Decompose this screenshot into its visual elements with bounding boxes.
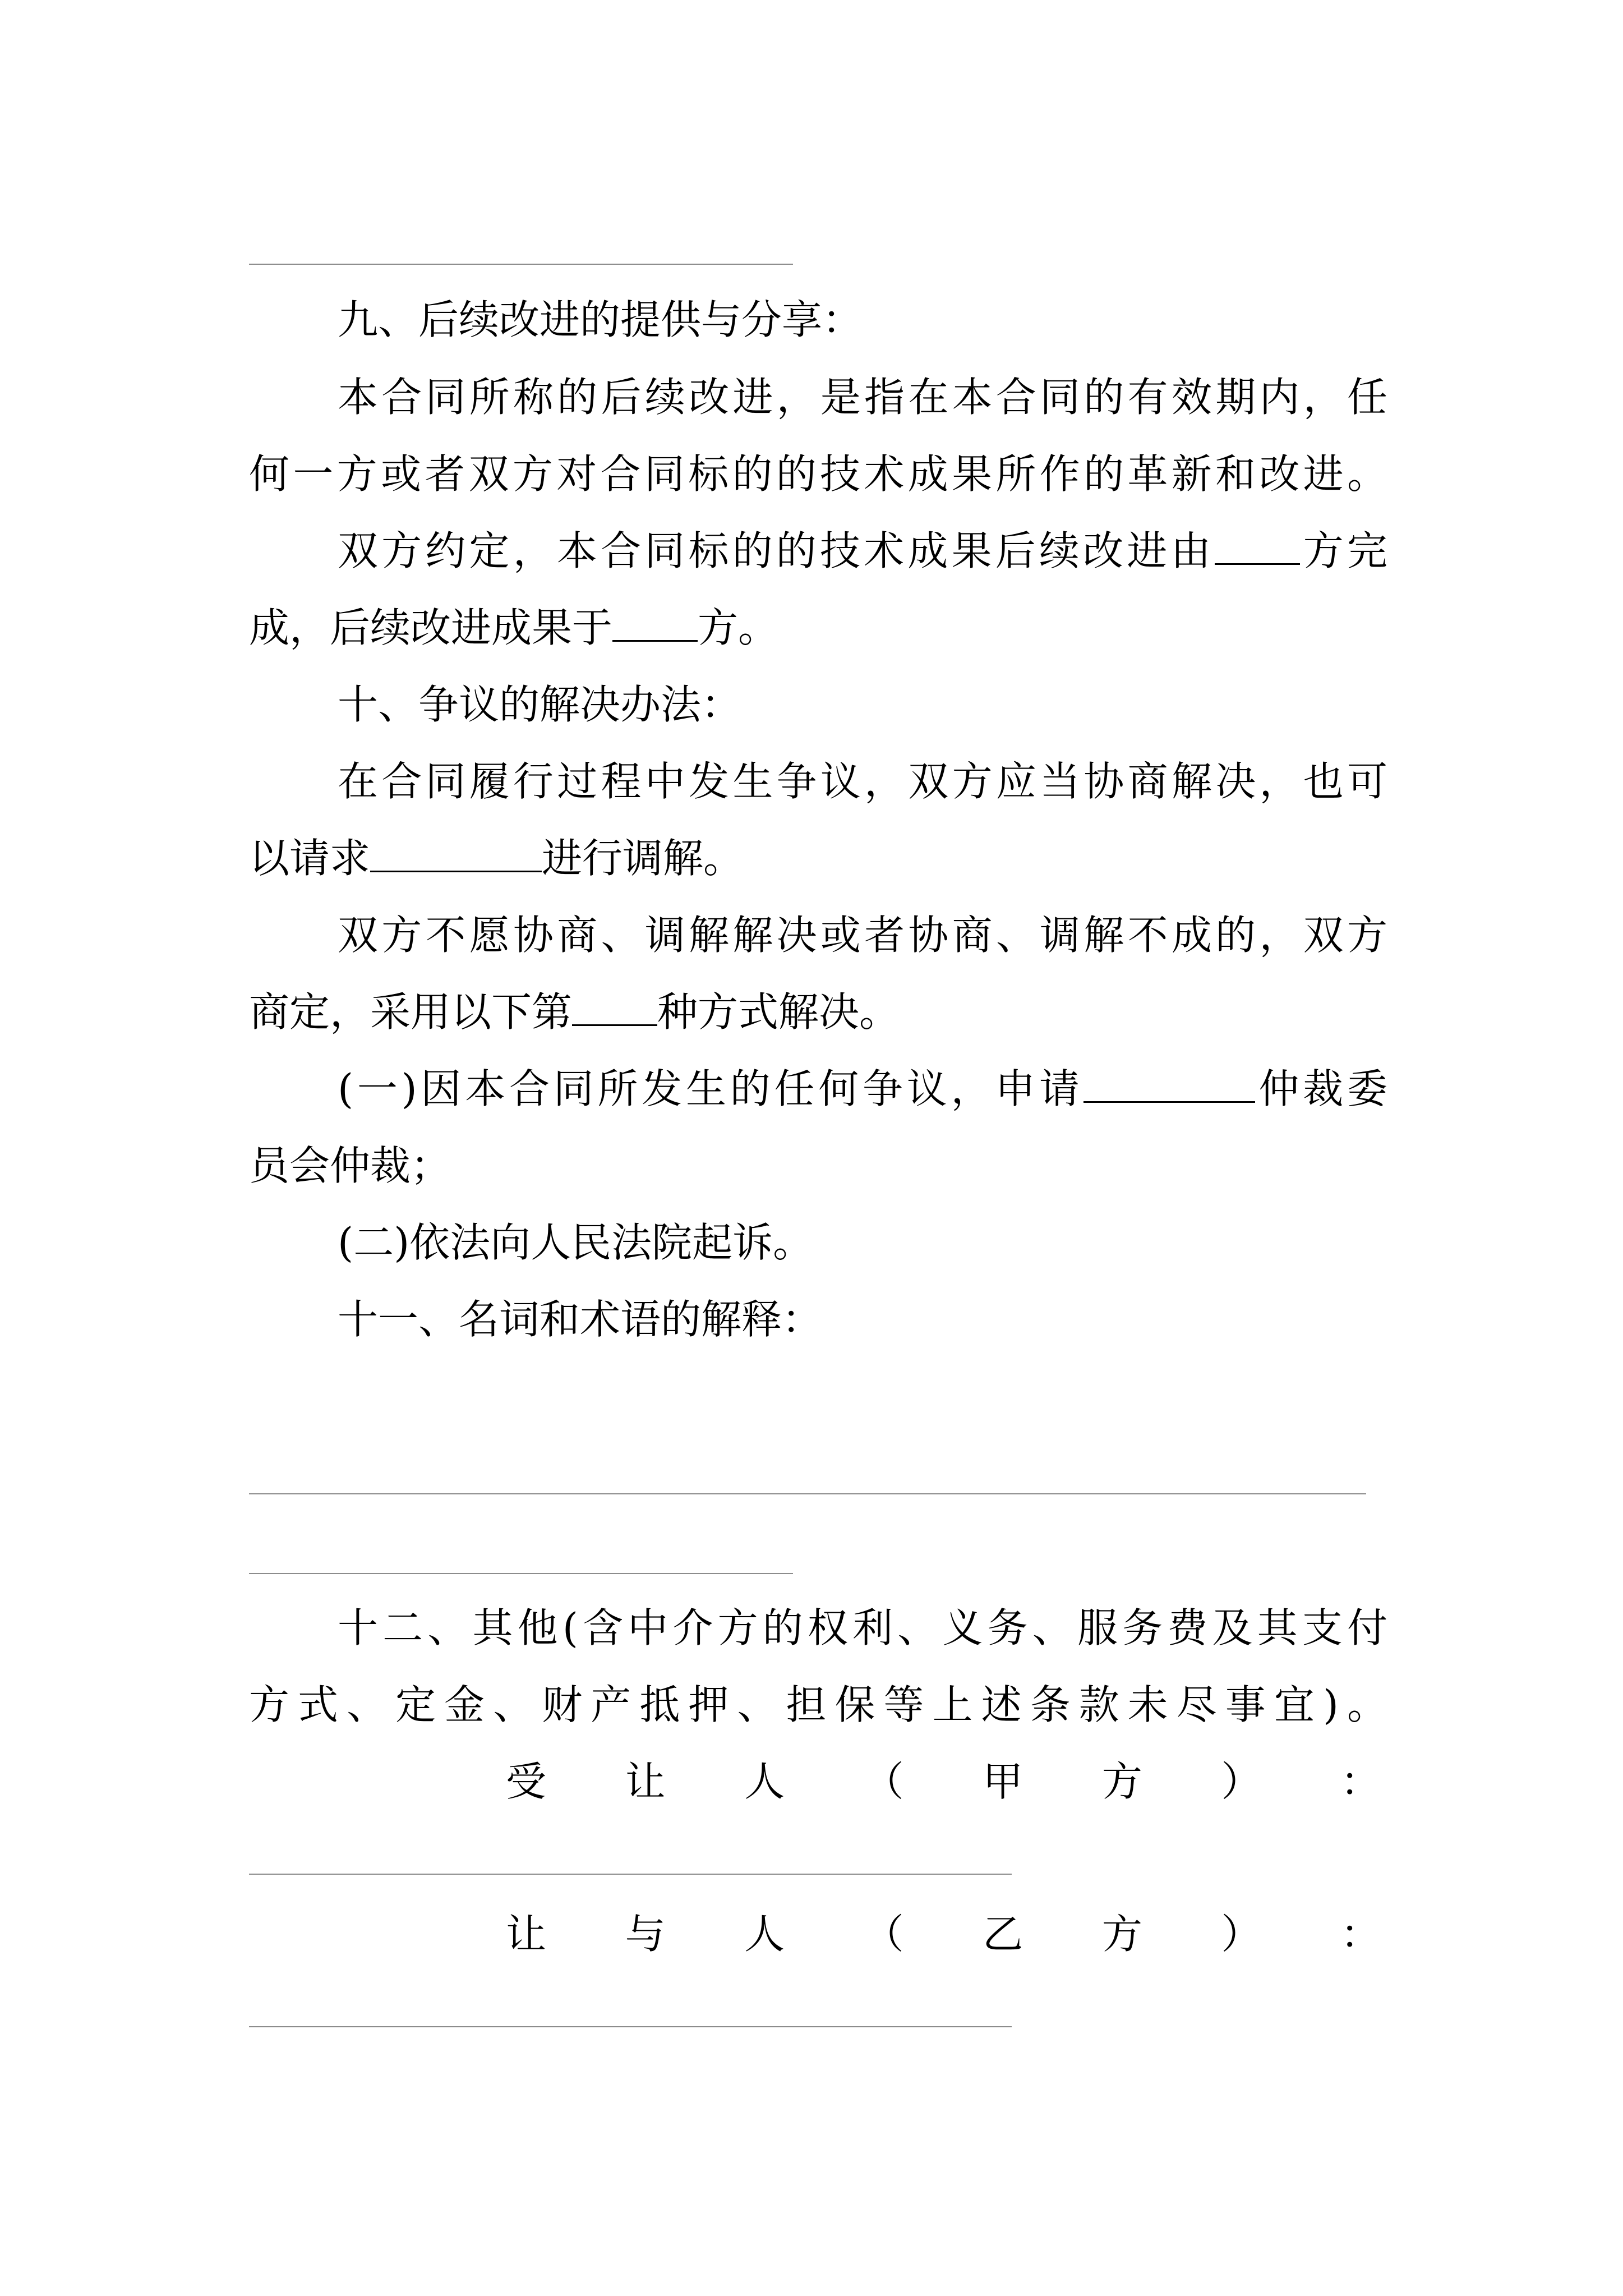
sig-char: （ xyxy=(863,1911,904,1958)
paragraph-line: 何一方或者双方对合同标的的技术成果所作的革新和改进。 xyxy=(249,450,1387,498)
sig-char: 人 xyxy=(744,1911,785,1958)
paragraph-line: (二)依法向人民法院起诉。 xyxy=(338,1219,814,1266)
section-heading: 十一、名词和术语的解释： xyxy=(338,1296,823,1343)
sig-char: ） xyxy=(1221,1758,1262,1805)
blank-fill-line xyxy=(249,1493,1366,1494)
sig-char: 受 xyxy=(506,1758,547,1805)
text-run: 种方式解决。 xyxy=(657,988,900,1036)
paragraph-line xyxy=(249,600,1387,656)
paragraph-line xyxy=(249,830,1387,886)
paragraph-line: 在合同履行过程中发生争议，双方应当协商解决，也可 xyxy=(338,758,1387,805)
paragraph-line: 十二、其他(含中介方的权利、义务、服务费及其支付 xyxy=(338,1604,1387,1651)
paragraph-line xyxy=(338,523,1387,579)
signature-transferee-label xyxy=(506,1754,1381,1810)
section-heading: 十、争议的解决办法： xyxy=(338,681,742,728)
paragraph-line: 方式、定金、财产抵押、担保等上述条款未尽事宜)。 xyxy=(249,1681,1387,1728)
sig-char: （ xyxy=(863,1758,904,1805)
section-heading: 九、后续改进的提供与分享： xyxy=(338,296,863,343)
fill-in-blank[interactable] xyxy=(612,603,698,642)
paragraph-line: 员会仲裁； xyxy=(249,1142,451,1189)
sig-char: ： xyxy=(1340,1758,1381,1805)
paragraph-line xyxy=(249,984,1387,1040)
text-run: 方完 xyxy=(1299,527,1387,574)
sig-char: 与 xyxy=(625,1911,666,1958)
text-run: 商定，采用以下第 xyxy=(249,988,573,1036)
text-run: 双方约定，本合同标的的技术成果后续改进由 xyxy=(338,527,1215,574)
paragraph-line: 本合同所称的后续改进，是指在本合同的有效期内，任 xyxy=(338,374,1387,421)
blank-fill-line xyxy=(249,264,793,265)
sig-char: 让 xyxy=(625,1758,666,1805)
sig-char: ） xyxy=(1221,1911,1262,1958)
fill-in-blank[interactable] xyxy=(1083,1064,1255,1103)
sig-char: 乙 xyxy=(983,1911,1023,1958)
blank-fill-line xyxy=(249,1573,793,1574)
sig-char: ： xyxy=(1340,1911,1381,1958)
text-run: 仲裁委 xyxy=(1255,1065,1387,1112)
sig-char: 人 xyxy=(744,1758,785,1805)
signature-transferor-line xyxy=(249,2026,1012,2027)
sig-char: 甲 xyxy=(983,1758,1023,1805)
fill-in-blank[interactable] xyxy=(572,987,657,1026)
sig-char: 方 xyxy=(1101,1758,1142,1805)
signature-transferee-line xyxy=(249,1874,1012,1875)
text-run: 进行调解。 xyxy=(542,835,744,882)
paragraph-line: 双方不愿协商、调解解决或者协商、调解不成的，双方 xyxy=(338,912,1387,959)
sig-char: 方 xyxy=(1101,1911,1142,1958)
sig-char: 让 xyxy=(506,1911,547,1958)
fill-in-blank[interactable] xyxy=(1215,526,1300,565)
paragraph-line xyxy=(338,1061,1387,1117)
text-run: 方。 xyxy=(698,604,779,651)
text-run: 成，后续改进成果于 xyxy=(249,604,613,651)
text-run: 以请求 xyxy=(249,835,371,882)
text-run: (一)因本合同所发生的任何争议，申请 xyxy=(338,1065,1083,1112)
signature-transferor-label xyxy=(506,1906,1381,1962)
fill-in-blank[interactable] xyxy=(370,834,542,872)
